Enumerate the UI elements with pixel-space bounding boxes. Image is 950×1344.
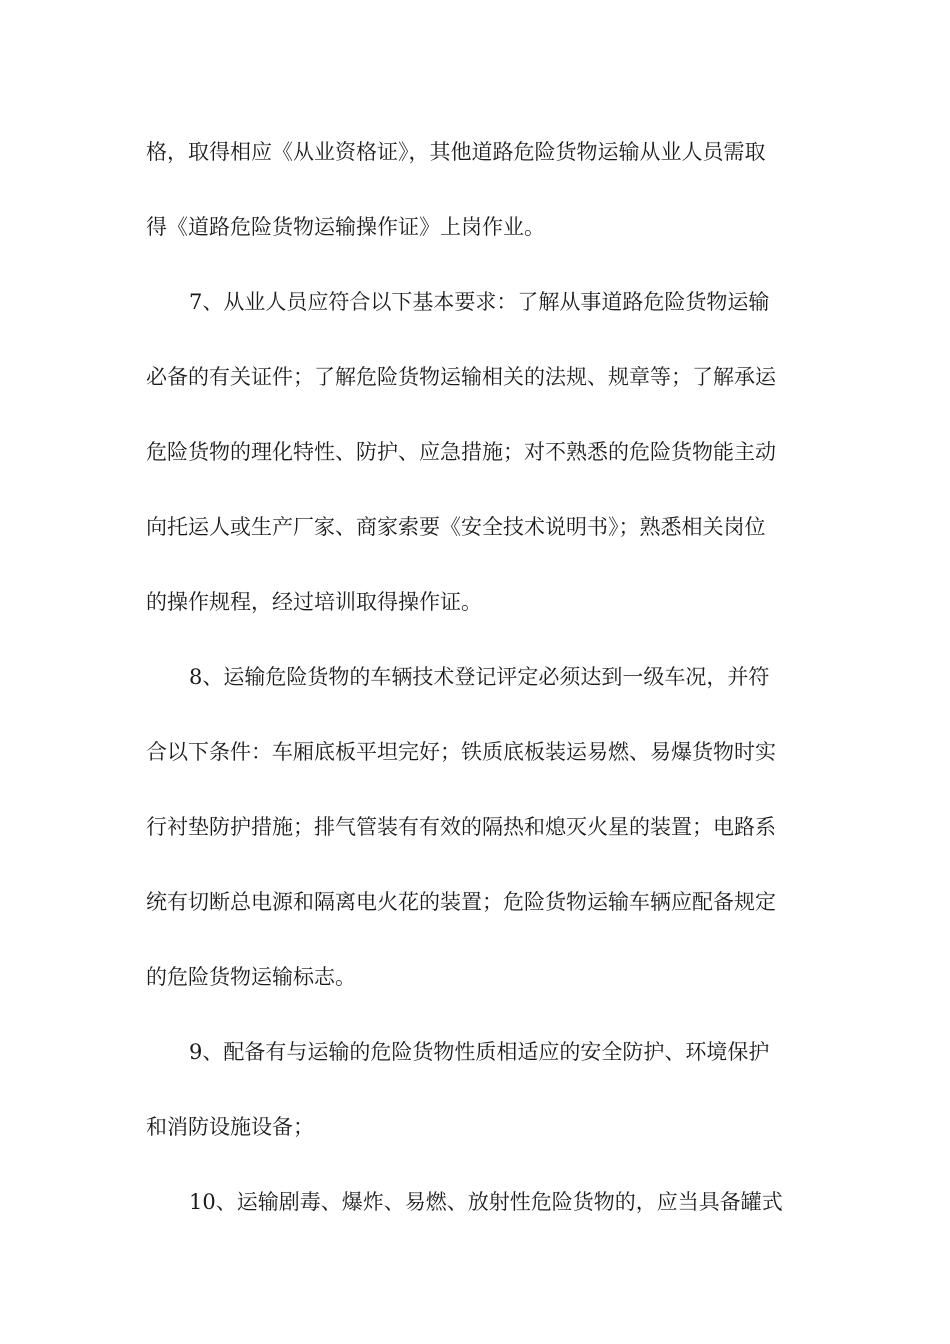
text-line: 行衬垫防护措施；排气管装有有效的隔热和熄灭火星的装置；电路系 bbox=[146, 815, 776, 839]
text-line: 的操作规程，经过培训取得操作证。 bbox=[146, 590, 482, 614]
paragraph-7-start: 7、从业人员应符合以下基本要求：了解从事道路危险货物运输 bbox=[189, 290, 770, 314]
text-line: 必备的有关证件；了解危险货物运输相关的法规、规章等；了解承运 bbox=[146, 365, 776, 389]
text-line: 危险货物的理化特性、防护、应急措施；对不熟悉的危险货物能主动 bbox=[146, 440, 776, 464]
text-line: 和消防设施设备； bbox=[146, 1115, 314, 1139]
paragraph-10-start: 10、运输剧毒、爆炸、易燃、放射性危险货物的，应当具备罐式 bbox=[189, 1190, 783, 1214]
paragraph-8-start: 8、运输危险货物的车辆技术登记评定必须达到一级车况，并符 bbox=[189, 665, 770, 689]
text-line: 向托运人或生产厂家、商家索要《安全技术说明书》；熟悉相关岗位 bbox=[146, 515, 766, 539]
text-line: 的危险货物运输标志。 bbox=[146, 965, 356, 989]
text-line: 格，取得相应《从业资格证》，其他道路危险货物运输从业人员需取 bbox=[146, 140, 766, 164]
paragraph-9-start: 9、配备有与运输的危险货物性质相适应的安全防护、环境保护 bbox=[189, 1040, 770, 1064]
text-line: 合以下条件：车厢底板平坦完好；铁质底板装运易燃、易爆货物时实 bbox=[146, 740, 776, 764]
text-line: 得《道路危险货物运输操作证》上岗作业。 bbox=[146, 215, 545, 239]
text-line: 统有切断总电源和隔离电火花的装置；危险货物运输车辆应配备规定 bbox=[146, 890, 776, 914]
